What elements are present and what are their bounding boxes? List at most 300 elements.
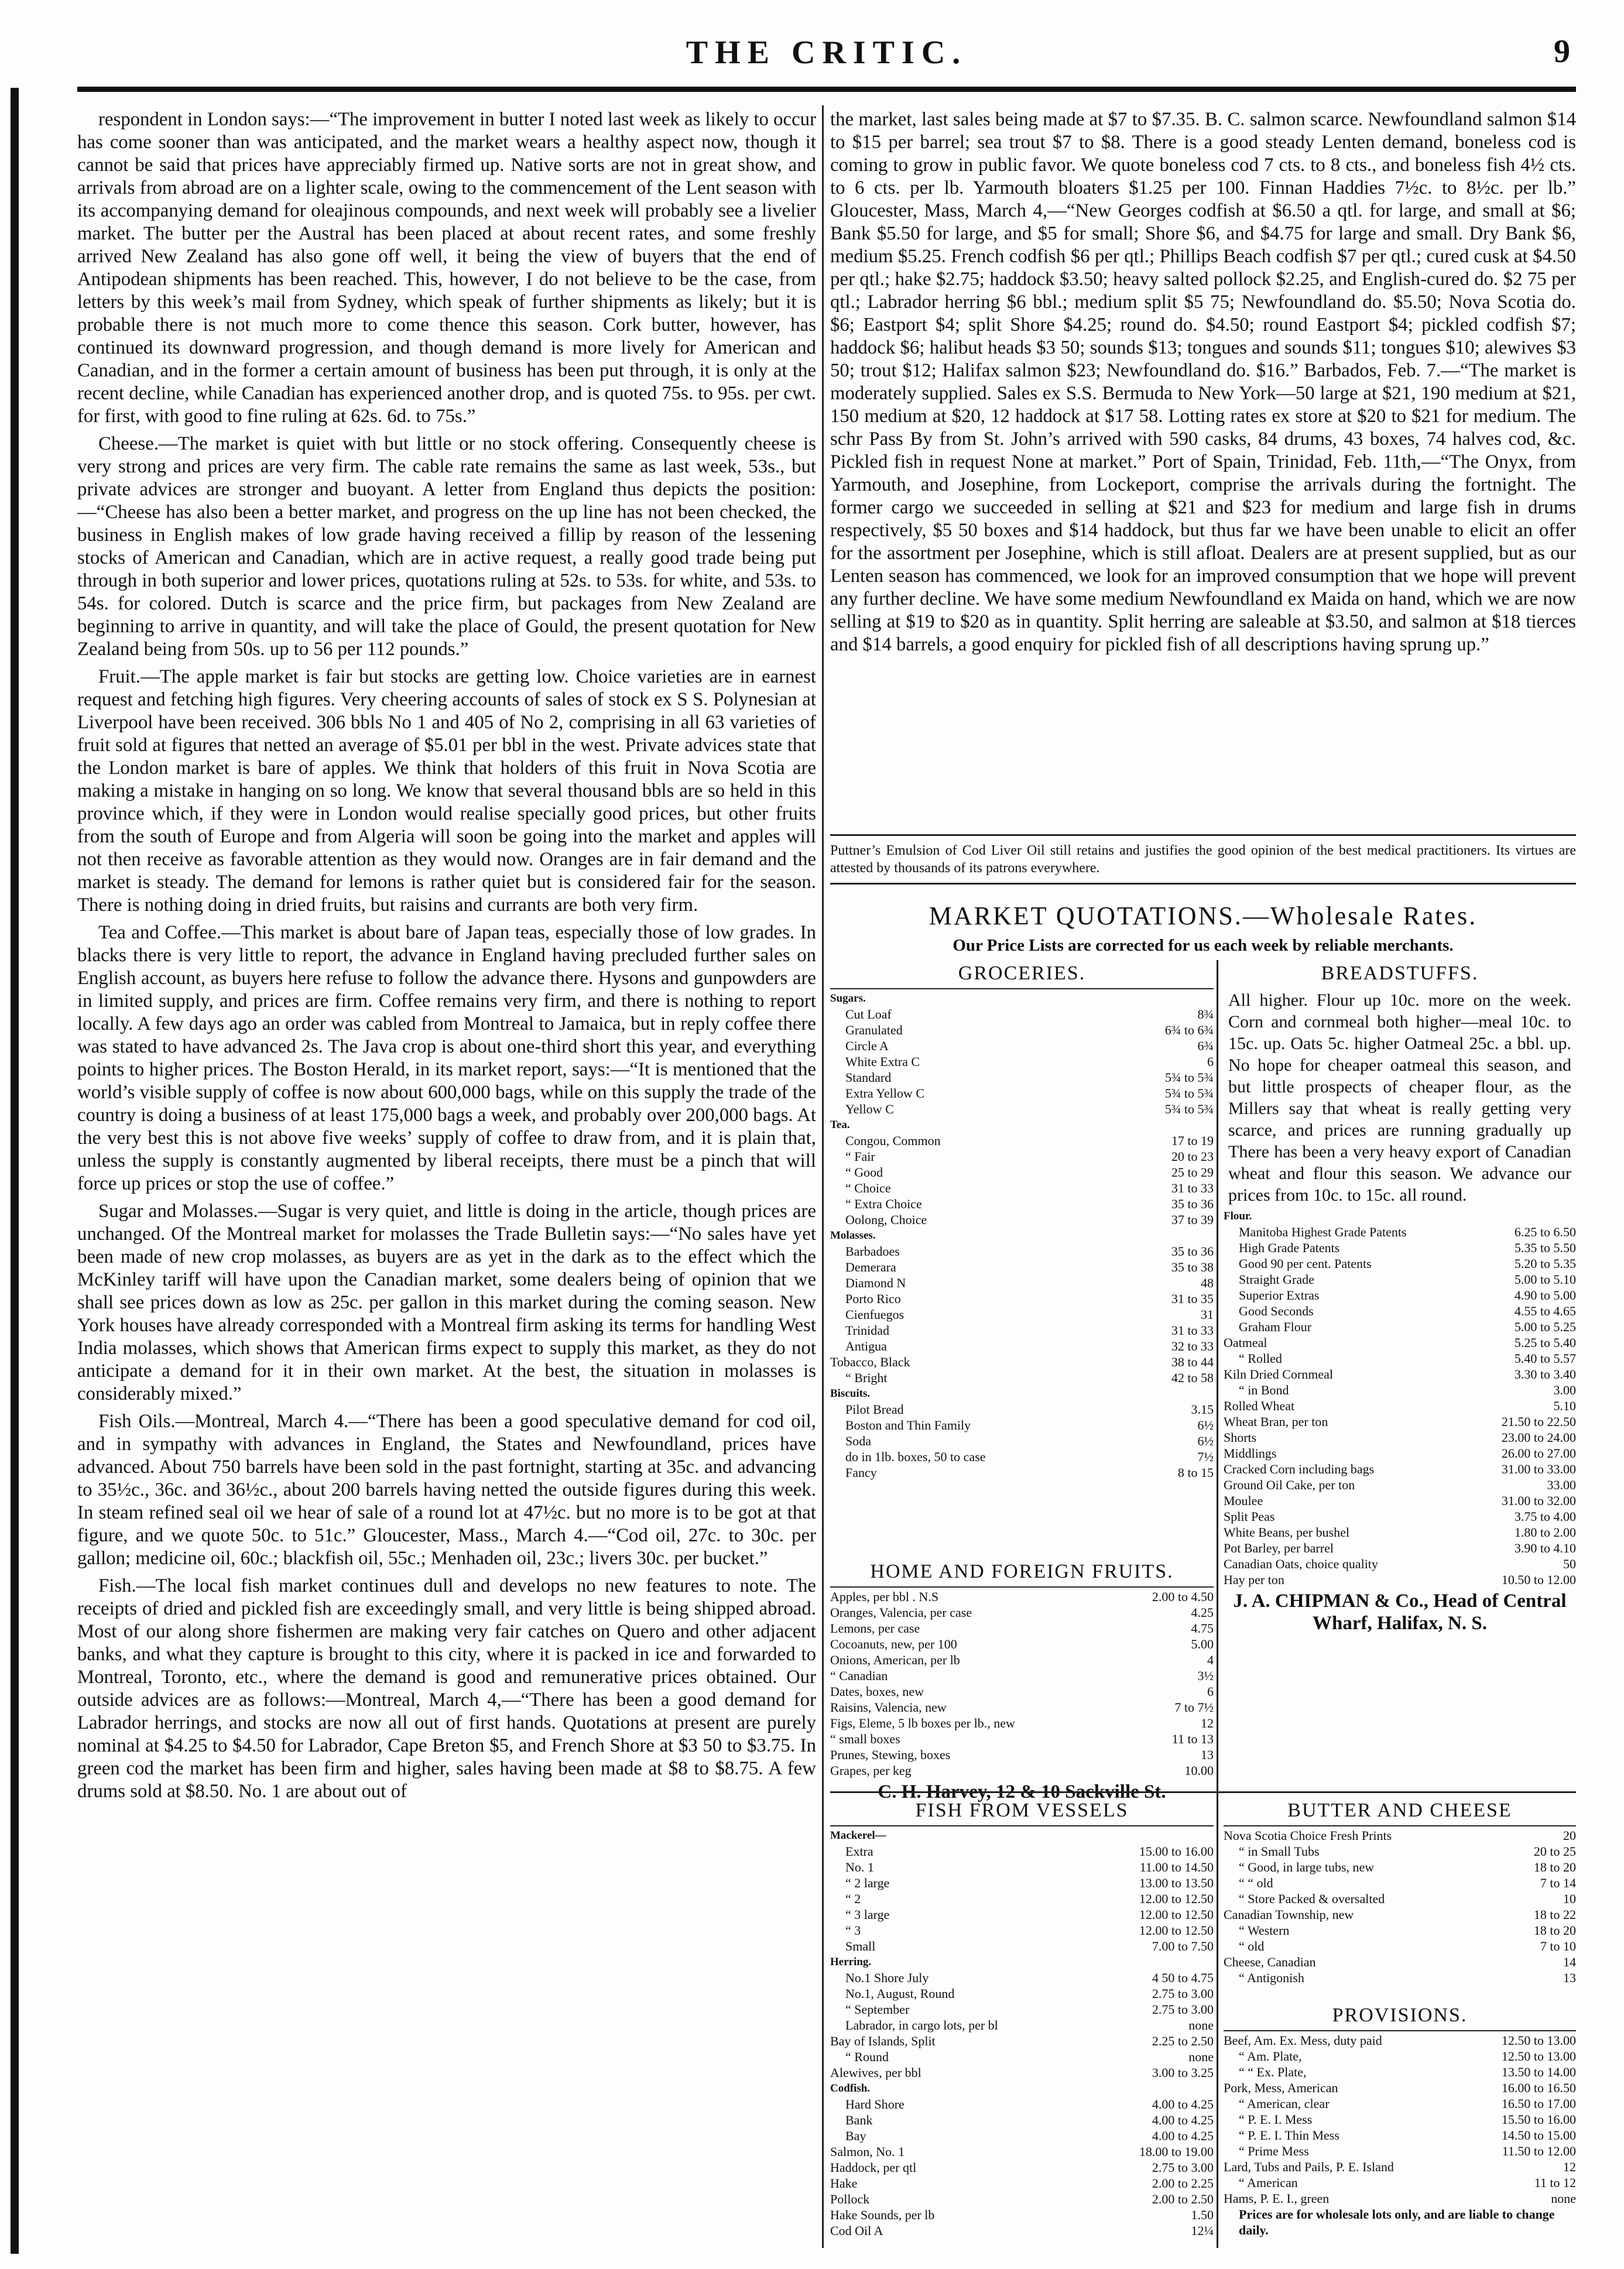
- fish-vessels-title: FISH FROM VESSELS: [915, 1800, 1129, 1821]
- price-label: No. 1: [845, 1860, 874, 1874]
- price-label: White Extra C: [845, 1054, 920, 1069]
- price-value: none: [1551, 2191, 1576, 2206]
- price-value: 13.00 to 13.50: [1139, 1876, 1214, 1890]
- price-label: “ Good, in large tubs, new: [1239, 1860, 1375, 1874]
- price-row: [830, 1605, 1214, 1620]
- price-row: [1224, 1509, 1576, 1524]
- price-row: [830, 1433, 1214, 1449]
- price-value: 10: [1563, 1891, 1576, 1906]
- price-label: Fancy: [845, 1465, 877, 1480]
- price-value: 20 to 23: [1171, 1149, 1214, 1164]
- price-label: Apples, per bbl . N.S: [830, 1589, 939, 1604]
- page-number: 9: [1554, 33, 1570, 70]
- groceries-rows: [830, 990, 1214, 1480]
- price-row: [830, 1117, 1214, 1133]
- price-label: “ September: [845, 2002, 910, 2017]
- price-label: Demerara: [845, 1260, 896, 1274]
- price-row: [1224, 1970, 1576, 1986]
- price-value: 42 to 58: [1171, 1370, 1214, 1385]
- price-label: “ 2: [845, 1891, 861, 1906]
- price-row: [830, 1196, 1214, 1212]
- price-label: Hake Sounds, per lb: [830, 2208, 935, 2222]
- price-row: [830, 2223, 1214, 2239]
- groceries-table: [830, 960, 1214, 1545]
- price-row: [830, 1038, 1214, 1054]
- price-label: Antigua: [845, 1339, 887, 1353]
- price-value: 15.50 to 16.00: [1501, 2112, 1576, 2127]
- price-row: [830, 1006, 1214, 1022]
- price-row: [1224, 2032, 1576, 2048]
- price-label: White Beans, per bushel: [1224, 1525, 1350, 1540]
- price-row: [830, 1101, 1214, 1117]
- fish-vessels-rows: [830, 1828, 1214, 2239]
- price-row: [830, 1449, 1214, 1465]
- price-label: Bay of Islands, Split: [830, 2034, 936, 2048]
- fruits-title: HOME AND FOREIGN FRUITS.: [870, 1561, 1174, 1582]
- price-row: [830, 2017, 1214, 2033]
- price-label: “ in Bond: [1239, 1383, 1289, 1397]
- right-column: [830, 108, 1576, 925]
- price-value: 31.00 to 33.00: [1501, 1462, 1576, 1476]
- price-label: Lard, Tubs and Pails, P. E. Island: [1224, 2160, 1394, 2174]
- price-value: 48: [1201, 1276, 1214, 1290]
- price-row: [830, 2001, 1214, 2017]
- price-label: Oatmeal: [1224, 1335, 1267, 1350]
- price-value: 5.35 to 5.50: [1514, 1240, 1576, 1255]
- price-label: Nova Scotia Choice Fresh Prints: [1224, 1828, 1392, 1843]
- price-label: Bay: [845, 2129, 866, 2143]
- price-value: 21.50 to 22.50: [1501, 1414, 1576, 1429]
- price-value: 6¾: [1197, 1038, 1214, 1053]
- price-row: [830, 1763, 1214, 1778]
- price-label: “ old: [1239, 1939, 1265, 1953]
- price-row: [830, 1875, 1214, 1891]
- price-value: 5.10: [1553, 1399, 1576, 1413]
- price-label: Hams, P. E. I., green: [1224, 2191, 1330, 2206]
- price-value: 26.00 to 27.00: [1501, 1446, 1576, 1461]
- price-value: 12: [1563, 2160, 1576, 2174]
- price-label: Oolong, Choice: [845, 1212, 927, 1227]
- price-value: 33.00: [1547, 1478, 1576, 1492]
- price-label: Wheat Bran, per ton: [1224, 1414, 1328, 1429]
- price-value: 35 to 36: [1171, 1244, 1214, 1259]
- price-label: Cienfuegos: [845, 1307, 904, 1322]
- price-row: [830, 1954, 1214, 1970]
- price-row: [1224, 1208, 1576, 1224]
- price-row: [830, 1370, 1214, 1386]
- price-label: Barbadoes: [845, 1244, 900, 1259]
- price-label: Shorts: [1224, 1430, 1257, 1445]
- price-row: [1224, 1382, 1576, 1398]
- left-column: [77, 108, 816, 2245]
- article-paragraph: the market, last sales being made at $7 to $7.35. B. C. salmon scarce. Newfoundland salmon $14 to $15 per barrel; sea trout $7 to $8. There is a good steady Lenten demand, boneless cod is coming to grow in public favor. We quote boneless cod 7 cts. to 8 cts., and boneless fish 4½ cts. to 6 cts. per lb. Yarmouth bloaters $1.25 per 100. Finnan Haddies 7½c. to 8½c. per lb.” Gloucester, Mass, March 4,—“New Georges codfish at $6.50 a qtl. for large, and small at $6; Bank $5.50 for large, and $5 for small; Shore $6, and $4.75 for large and small. Dry Bank $6, medium $5.25. French codfish $6 per qtl.; Phillips Beach codfish $7 per qtl.; cured cusk at $4.50 per qtl.; hake $2.75; haddock $3.50; heavy salted pollock $2.25, and English-cured do. $2 75 per qtl.; Labrador herring $6 bbl.; medium split $5 75; Newfoundland do. $5.50; Nova Scotia do. $6; Eastport $4; split Shore $4.25; round do. $4.50; round Eastport $4; pickled codfish $7; haddock $6; halibut heads $3 50; sounds $13; tongues and sounds $11; tongues $10; alewives $3 50; trout $12; Halifax salmon $23; Newfoundland do. $16.” Barbados, Feb. 7.—“The market is moderately supplied. Sales ex S.S. Bermuda to New York—50 large at $21, 190 medium at $21, 150 medium at $20, 12 haddock at $17 58. Lotting rates ex store at $20 to $21 for medium. The schr Pass By from St. John’s arrived with 590 casks, 84 drums, 43 boxes, 74 halves cod, &c. Pickled fish in request None at market.” Port of Spain, Trinidad, Feb. 11th,—“The Onyx, from Yarmouth, and Josephine, from Lockeport, comprise the arrivals during the fortnight. The former cargo we succeeded in selling at $21 and $23 for medium and large fish in drums respectively, $5 50 boxes and $14 haddock, but thus far we have been unable to elicit an offer for the assortment per Josephine, which is still afloat. Dealers are at present supplied, but as our Lenten season has commenced, we look for an improved consumption that we hope will prevent any further decline. We have some medium Newfoundland ex Maida on hand, which we are now selling at $19 to $20 as in quantity. Split herring are saleable at $3.50, and salmon at $18 tierces and $14 barrels, a good enquiry for pickled fish of all descriptions having sprung up.”: [830, 109, 1576, 655]
- column-divider: [822, 105, 824, 2248]
- price-label: Small: [845, 1939, 876, 1953]
- price-row: [830, 2175, 1214, 2191]
- price-label: “ small boxes: [830, 1732, 900, 1746]
- price-label: Pilot Bread: [845, 1402, 904, 1417]
- price-row: [830, 1243, 1214, 1259]
- price-row: [1224, 1256, 1576, 1271]
- price-label: do in 1lb. boxes, 50 to case: [845, 1449, 986, 1464]
- price-value: 12.50 to 13.00: [1501, 2049, 1576, 2064]
- price-row: [830, 1401, 1214, 1417]
- price-value: [1209, 1828, 1214, 1843]
- price-label: Flour.: [1224, 1210, 1252, 1222]
- price-value: 4.90 to 5.00: [1514, 1288, 1576, 1303]
- price-value: 23.00 to 24.00: [1501, 1430, 1576, 1445]
- price-row: [830, 1938, 1214, 1954]
- price-label: Labrador, in cargo lots, per bl: [845, 2018, 998, 2032]
- price-value: 5.00: [1191, 1637, 1214, 1651]
- price-value: 3.00 to 3.25: [1152, 2065, 1214, 2080]
- price-value: 2.75 to 3.00: [1152, 2002, 1214, 2017]
- price-value: 31 to 33: [1171, 1323, 1214, 1338]
- price-value: 3.00: [1553, 1383, 1576, 1397]
- price-label: Codfish.: [830, 2082, 871, 2095]
- price-row: [830, 1907, 1214, 1922]
- price-value: [1209, 2081, 1214, 2096]
- price-label: Canadian Township, new: [1224, 1907, 1354, 1922]
- price-label: Figs, Eleme, 5 lb boxes per lb., new: [830, 1716, 1015, 1730]
- price-row: [1224, 1240, 1576, 1256]
- breadstuffs-rows: [1224, 1208, 1576, 1588]
- price-row: [1224, 2159, 1576, 2175]
- price-label: “ Bright: [845, 1370, 888, 1385]
- price-value: 6½: [1197, 1418, 1214, 1432]
- price-label: Cod Oil A: [830, 2223, 883, 2238]
- price-label: Haddock, per qtl: [830, 2160, 917, 2175]
- price-value: 31 to 35: [1171, 1291, 1214, 1306]
- price-row: [1224, 1477, 1576, 1493]
- price-row: [830, 2065, 1214, 2081]
- price-value: 2.00 to 2.25: [1152, 2176, 1214, 2191]
- price-value: 11.50 to 12.00: [1502, 2144, 1576, 2158]
- price-value: 5.40 to 5.57: [1514, 1351, 1576, 1366]
- price-row: [830, 1843, 1214, 1859]
- price-value: 2.75 to 3.00: [1152, 2160, 1214, 2175]
- price-label: Oranges, Valencia, per case: [830, 1605, 972, 1620]
- masthead: [77, 23, 1576, 94]
- price-row: [830, 1149, 1214, 1164]
- newspaper-title: THE CRITIC.: [686, 35, 968, 71]
- price-row: [830, 1133, 1214, 1149]
- price-row: [1224, 2080, 1576, 2096]
- price-row: [830, 2128, 1214, 2144]
- fruits-table: [830, 1558, 1214, 1802]
- price-row: [1224, 1430, 1576, 1445]
- price-row: [1224, 1859, 1576, 1875]
- price-value: 6¾ to 6¾: [1164, 1023, 1214, 1037]
- price-label: Hay per ton: [1224, 1572, 1284, 1587]
- butter-cheese-table: [1224, 1797, 1576, 1990]
- price-value: 7 to 7½: [1174, 1700, 1214, 1715]
- price-value: 13.50 to 14.00: [1501, 2065, 1576, 2079]
- price-row: [1224, 1445, 1576, 1461]
- price-row: [830, 1859, 1214, 1875]
- price-row: [1224, 1891, 1576, 1907]
- price-row: [1224, 1572, 1576, 1588]
- price-label: “ 3: [845, 1923, 861, 1938]
- price-label: Manitoba Highest Grade Patents: [1239, 1225, 1407, 1239]
- price-label: “ 2 large: [845, 1876, 890, 1890]
- price-value: 2.00 to 2.50: [1152, 2192, 1214, 2206]
- price-label: Raisins, Valencia, new: [830, 1700, 947, 1715]
- price-value: 25 to 29: [1171, 1165, 1214, 1180]
- price-row: [830, 1259, 1214, 1275]
- price-row: [1224, 1351, 1576, 1366]
- price-label: Moulee: [1224, 1493, 1263, 1508]
- price-value: 5¾ to 5¾: [1164, 1102, 1214, 1116]
- price-row: [1224, 1366, 1576, 1382]
- price-row: [830, 2144, 1214, 2160]
- price-label: Pollock: [830, 2192, 870, 2206]
- price-value: 18 to 20: [1533, 1860, 1576, 1874]
- price-label: Sugars.: [830, 992, 866, 1005]
- price-value: 4 50 to 4.75: [1152, 1970, 1214, 1985]
- price-row: [1224, 1224, 1576, 1240]
- article-paragraph: Fish Oils.—Montreal, March 4.—“There has been a good speculative demand for cod oil, and in sympathy with advances in England, the States and Newfoundland, prices have advanced. About 750 barrels have been sold in the past fortnight, starting at 35c. and advancing to 35½c., 36c. and 36½c., about 200 barrels having netted the outside figures during this week. In steam refined seal oil we hear of sale of a round lot at 47½c. but no more is to be got at that figure, and we quote 50c. to 51c.” Gloucester, Mass., March 4.—“Cod oil, 27c. to 30c. per gallon; medicine oil, 60c.; blackfish oil, 55c.; Menhaden oil, 23c.; livers 30c. per bucket.”: [77, 1411, 816, 1569]
- price-row: [1224, 2048, 1576, 2064]
- price-label: Herring.: [830, 1956, 872, 1968]
- price-value: 4.25: [1191, 1605, 1214, 1620]
- price-row: [830, 1054, 1214, 1070]
- price-value: 5¾ to 5¾: [1164, 1086, 1214, 1101]
- price-row: [1224, 2143, 1576, 2159]
- article-paragraph: respondent in London says:—“The improvement in butter I noted last week as likely to occur has come sooner than was anticipated, and the market wears a healthy aspect now, though it cannot be said that prices have appreciably firmed up. Native sorts are not in great show, and arrivals from abroad are on a lighter scale, owing to the commencement of the Lent season with its accompanying demand for oleajinous compounds, and next week will probably see a livelier market. The butter per the Austral has been placed at about recent rates, and some freshly arrived New Zealand has also gone off well, it being the view of buyers that the end of Antipodean shipments has been reached. This, however, I do not believe to be the case, from letters by this week’s mail from Sydney, which speak of further shipments as likely; but it is probable there is not much more to come thence this season. Cork butter, however, has continued its downward progression, and though demand is more lively for American and Canadian, and in the former a certain amount of business has been put through, it is only at the recent decline, while Canadian has experienced another drop, and is quoted 75s. to 95s. per cwt. for first, with good to fine ruling at 62s. 6d. to 75s.”: [77, 109, 816, 427]
- price-value: 31: [1201, 1307, 1214, 1322]
- price-label: Granulated: [845, 1023, 903, 1037]
- price-value: 10.00: [1184, 1763, 1214, 1778]
- price-row: [830, 2207, 1214, 2223]
- price-value: 4.00 to 4.25: [1152, 2129, 1214, 2143]
- price-label: “ American, clear: [1239, 2096, 1330, 2111]
- price-value: 2.75 to 3.00: [1152, 1986, 1214, 2001]
- price-label: Mackerel—: [830, 1829, 886, 1842]
- price-label: “ P. E. I. Mess: [1239, 2112, 1313, 2127]
- price-value: 12.00 to 12.50: [1139, 1923, 1214, 1938]
- price-label: “ “ Ex. Plate,: [1239, 2065, 1307, 2079]
- price-label: Hake: [830, 2176, 858, 2191]
- price-row: [1224, 1828, 1576, 1843]
- price-label: “ Canadian: [830, 1668, 888, 1683]
- price-value: 6: [1207, 1684, 1214, 1699]
- price-value: 11 to 12: [1534, 2175, 1576, 2190]
- price-label: “ Prime Mess: [1239, 2144, 1309, 2158]
- price-row: [830, 1715, 1214, 1731]
- price-value: 6: [1207, 1054, 1214, 1069]
- price-row: [1224, 1922, 1576, 1938]
- price-value: 10.50 to 12.00: [1501, 1572, 1576, 1587]
- price-row: [830, 1699, 1214, 1715]
- price-label: Salmon, No. 1: [830, 2144, 905, 2159]
- price-label: “ P. E. I. Thin Mess: [1239, 2128, 1339, 2143]
- price-label: Good Seconds: [1239, 1304, 1314, 1318]
- price-label: Extra Yellow C: [845, 1086, 925, 1101]
- price-value: 35 to 38: [1171, 1260, 1214, 1274]
- price-value: 31.00 to 32.00: [1501, 1493, 1576, 1508]
- price-value: 5¾ to 5¾: [1164, 1070, 1214, 1085]
- price-label: Diamond N: [845, 1276, 906, 1290]
- price-label: Prunes, Stewing, boxes: [830, 1747, 951, 1762]
- price-value: 1.80 to 2.00: [1514, 1525, 1576, 1540]
- price-value: 3½: [1197, 1668, 1214, 1683]
- price-value: [1209, 1228, 1214, 1243]
- price-label: “ Rolled: [1239, 1351, 1282, 1366]
- price-value: 6.25 to 6.50: [1514, 1225, 1576, 1239]
- price-label: Congou, Common: [845, 1133, 941, 1148]
- price-value: 4.75: [1191, 1621, 1214, 1636]
- price-value: 18 to 22: [1533, 1907, 1576, 1922]
- price-label: Dates, boxes, new: [830, 1684, 924, 1699]
- price-row: [830, 990, 1214, 1006]
- price-label: “ Fair: [845, 1149, 875, 1164]
- price-value: 12¼: [1191, 2223, 1214, 2238]
- price-value: [1209, 990, 1214, 1006]
- article-paragraph: Cheese.—The market is quiet with but little or no stock offering. Consequently cheese is very strong and prices are very firm. The cable rate remains the same as last week, 53s., but private advices are stronger and buoyant. A letter from England thus depicts the position:—“Cheese has also been a better market, and progress on the up line has not been checked, the business in English makes of low grade having received a fillip by reason of the lessening stocks of American and Canadian, which are in active request, a really good trade being put through in both superior and lower prices, quotations ruling at 52s. to 53s. for white, and 53s. to 54s. for colored. Dutch is scarce and the price firm, but packages from New Zealand are beginning to arrive in quantity, and will take the place of Gould, the present quotation for New Zealand being from 50s. up to 56 per 112 pounds.”: [77, 433, 816, 660]
- price-value: 14: [1563, 1955, 1576, 1969]
- page-edge-bar: [11, 88, 19, 2254]
- price-label: “ Choice: [845, 1181, 891, 1195]
- price-label: Soda: [845, 1434, 871, 1448]
- price-value: 3.75 to 4.00: [1514, 1509, 1576, 1524]
- breadstuffs-text: All higher. Flour up 10c. more on the week. Corn and cornmeal both higher—meal 10c. to 15c. up. Oats 5c. higher Oatmeal 25c. a bbl. up. No hope for cheaper oatmeal this season, and but little prospects of cheaper flour, as the Millers say that wheat is really getting very scarce, and prices are running gradually up There has been a very heavy export of Canadian wheat and flour this season. We advance our prices from 10c. to 15c. all round.: [1228, 990, 1571, 1205]
- price-row: [1224, 1335, 1576, 1351]
- price-value: 20 to 25: [1533, 1844, 1576, 1859]
- price-label: Standard: [845, 1070, 892, 1085]
- price-label: Onions, American, per lb: [830, 1653, 960, 1667]
- price-row: [1224, 1954, 1576, 1970]
- price-row: [830, 1022, 1214, 1038]
- price-value: 5.25 to 5.40: [1514, 1335, 1576, 1350]
- price-label: Tobacco, Black: [830, 1355, 910, 1369]
- price-row: [1224, 1843, 1576, 1859]
- price-label: “ Good: [845, 1165, 883, 1180]
- price-value: 2.00 to 4.50: [1152, 1589, 1214, 1604]
- price-row: [830, 1417, 1214, 1433]
- provisions-note: Prices are for wholesale lots only, and are liable to change daily.: [1239, 2207, 1555, 2237]
- price-row: [830, 1652, 1214, 1668]
- butter-cheese-rows: [1224, 1828, 1576, 1986]
- price-row: [830, 1228, 1214, 1243]
- price-row: [1224, 2096, 1576, 2112]
- price-label: “ Extra Choice: [845, 1197, 922, 1211]
- price-label: “ Antigonish: [1239, 1970, 1304, 1985]
- price-row: [830, 1970, 1214, 1986]
- price-label: Kiln Dried Cornmeal: [1224, 1367, 1333, 1382]
- price-row: [830, 2160, 1214, 2175]
- price-value: 32 to 33: [1171, 1339, 1214, 1353]
- price-label: Cut Loaf: [845, 1007, 892, 1022]
- market-subheading: Our Price Lists are corrected for us each week by reliable merchants.: [953, 936, 1454, 955]
- price-row: [1224, 1540, 1576, 1556]
- price-label: Rolled Wheat: [1224, 1399, 1295, 1413]
- price-label: “ 3 large: [845, 1907, 890, 1922]
- price-value: 3.90 to 4.10: [1514, 1541, 1576, 1555]
- price-value: none: [1188, 2049, 1214, 2064]
- price-value: 4: [1207, 1653, 1214, 1667]
- price-label: “ Western: [1239, 1923, 1290, 1938]
- price-value: [1571, 1208, 1576, 1224]
- price-value: 13: [1201, 1747, 1214, 1762]
- price-row: [830, 1636, 1214, 1652]
- groceries-title: GROCERIES.: [958, 962, 1086, 984]
- price-row: [1224, 1556, 1576, 1572]
- price-row: [830, 1307, 1214, 1322]
- price-row: [830, 2033, 1214, 2049]
- price-row: [830, 2049, 1214, 2065]
- price-value: 5.00 to 5.10: [1514, 1272, 1576, 1287]
- price-value: 7 to 10: [1540, 1939, 1576, 1953]
- price-label: Porto Rico: [845, 1291, 901, 1306]
- price-value: 38 to 44: [1171, 1355, 1214, 1369]
- price-label: Grapes, per keg: [830, 1763, 912, 1778]
- price-row: [830, 1275, 1214, 1291]
- emulsion-notice: Puttner’s Emulsion of Cod Liver Oil still retains and justifies the good opinion of the best medical practitioners. Its virtues are attested by thousands of its patrons everywhere.: [830, 834, 1576, 885]
- price-value: [1209, 1954, 1214, 1970]
- price-value: 2.25 to 2.50: [1152, 2034, 1214, 2048]
- price-label: “ in Small Tubs: [1239, 1844, 1320, 1859]
- fruits-signature: C. H. Harvey, 12 & 10 Sackville St.: [878, 1781, 1166, 1802]
- price-row: [830, 1986, 1214, 2001]
- price-value: [1209, 1386, 1214, 1401]
- fruits-rows: [830, 1589, 1214, 1778]
- price-value: 12: [1201, 1716, 1214, 1730]
- price-row: [1224, 1398, 1576, 1414]
- price-value: 12.00 to 12.50: [1139, 1907, 1214, 1922]
- price-value: 7½: [1197, 1449, 1214, 1464]
- price-label: High Grade Patents: [1239, 1240, 1340, 1255]
- price-value: 12.00 to 12.50: [1139, 1891, 1214, 1906]
- breadstuffs-signature: J. A. CHIPMAN & Co., Head of Central Wharf, Halifax, N. S.: [1233, 1591, 1567, 1634]
- article-paragraph: Fish.—The local fish market continues dull and develops no new features to note. The receipts of dried and pickled fish are exceedingly small, and very little is being shipped abroad. Most of our along shore fishermen are making very fair catches on Quero and other adjacent banks, and what they capture is brought to this city, where it is packed in ice and forwarded to Montreal, Toronto, etc., where the demand is good and remunerative prices obtained. Our outside advices are as follows:—Montreal, March 4,—“There has been a good demand for Labrador herrings, and stocks are now all out of first hands. Quotations at present are purely nominal at $4.25 to $4.50 for Labrador, Cape Breton $5, and French Shore at $3 50 to $3.75. In green cod the market has been firm and higher, sales having been made at $8 to $8.75. A few drums sold at $8.50. No. 1 are about out of: [77, 1575, 816, 1802]
- price-value: 15.00 to 16.00: [1139, 1844, 1214, 1859]
- price-row: [1224, 1493, 1576, 1509]
- price-label: Tea.: [830, 1119, 850, 1131]
- price-label: Beef, Am. Ex. Mess, duty paid: [1224, 2033, 1382, 2048]
- price-row: [830, 1212, 1214, 1228]
- price-value: 18 to 20: [1533, 1923, 1576, 1938]
- price-row: [830, 1465, 1214, 1480]
- price-label: Trinidad: [845, 1323, 889, 1338]
- price-label: “ Round: [845, 2049, 889, 2064]
- price-row: [830, 2081, 1214, 2096]
- price-value: 17 to 19: [1171, 1133, 1214, 1148]
- price-row: [830, 1085, 1214, 1101]
- price-label: “ Store Packed & oversalted: [1239, 1891, 1385, 1906]
- price-value: 7.00 to 7.50: [1152, 1939, 1214, 1953]
- price-row: [1224, 1271, 1576, 1287]
- price-value: 3.15: [1191, 1402, 1214, 1417]
- price-row: [830, 2112, 1214, 2128]
- table-rule: [830, 1791, 1576, 1793]
- price-row: [830, 1891, 1214, 1907]
- price-label: Molasses.: [830, 1229, 876, 1242]
- provisions-title: PROVISIONS.: [1332, 2004, 1468, 2026]
- price-label: Cocoanuts, new, per 100: [830, 1637, 957, 1651]
- price-label: Bank: [845, 2113, 873, 2127]
- price-row: [830, 1354, 1214, 1370]
- price-row: [1224, 1319, 1576, 1335]
- price-label: Yellow C: [845, 1102, 894, 1116]
- price-row: [830, 1164, 1214, 1180]
- price-row: [830, 1589, 1214, 1605]
- price-row: [830, 1291, 1214, 1307]
- price-label: No.1, August, Round: [845, 1986, 955, 2001]
- price-value: 5.20 to 5.35: [1514, 1256, 1576, 1271]
- price-label: No.1 Shore July: [845, 1970, 929, 1985]
- price-label: Split Peas: [1224, 1509, 1275, 1524]
